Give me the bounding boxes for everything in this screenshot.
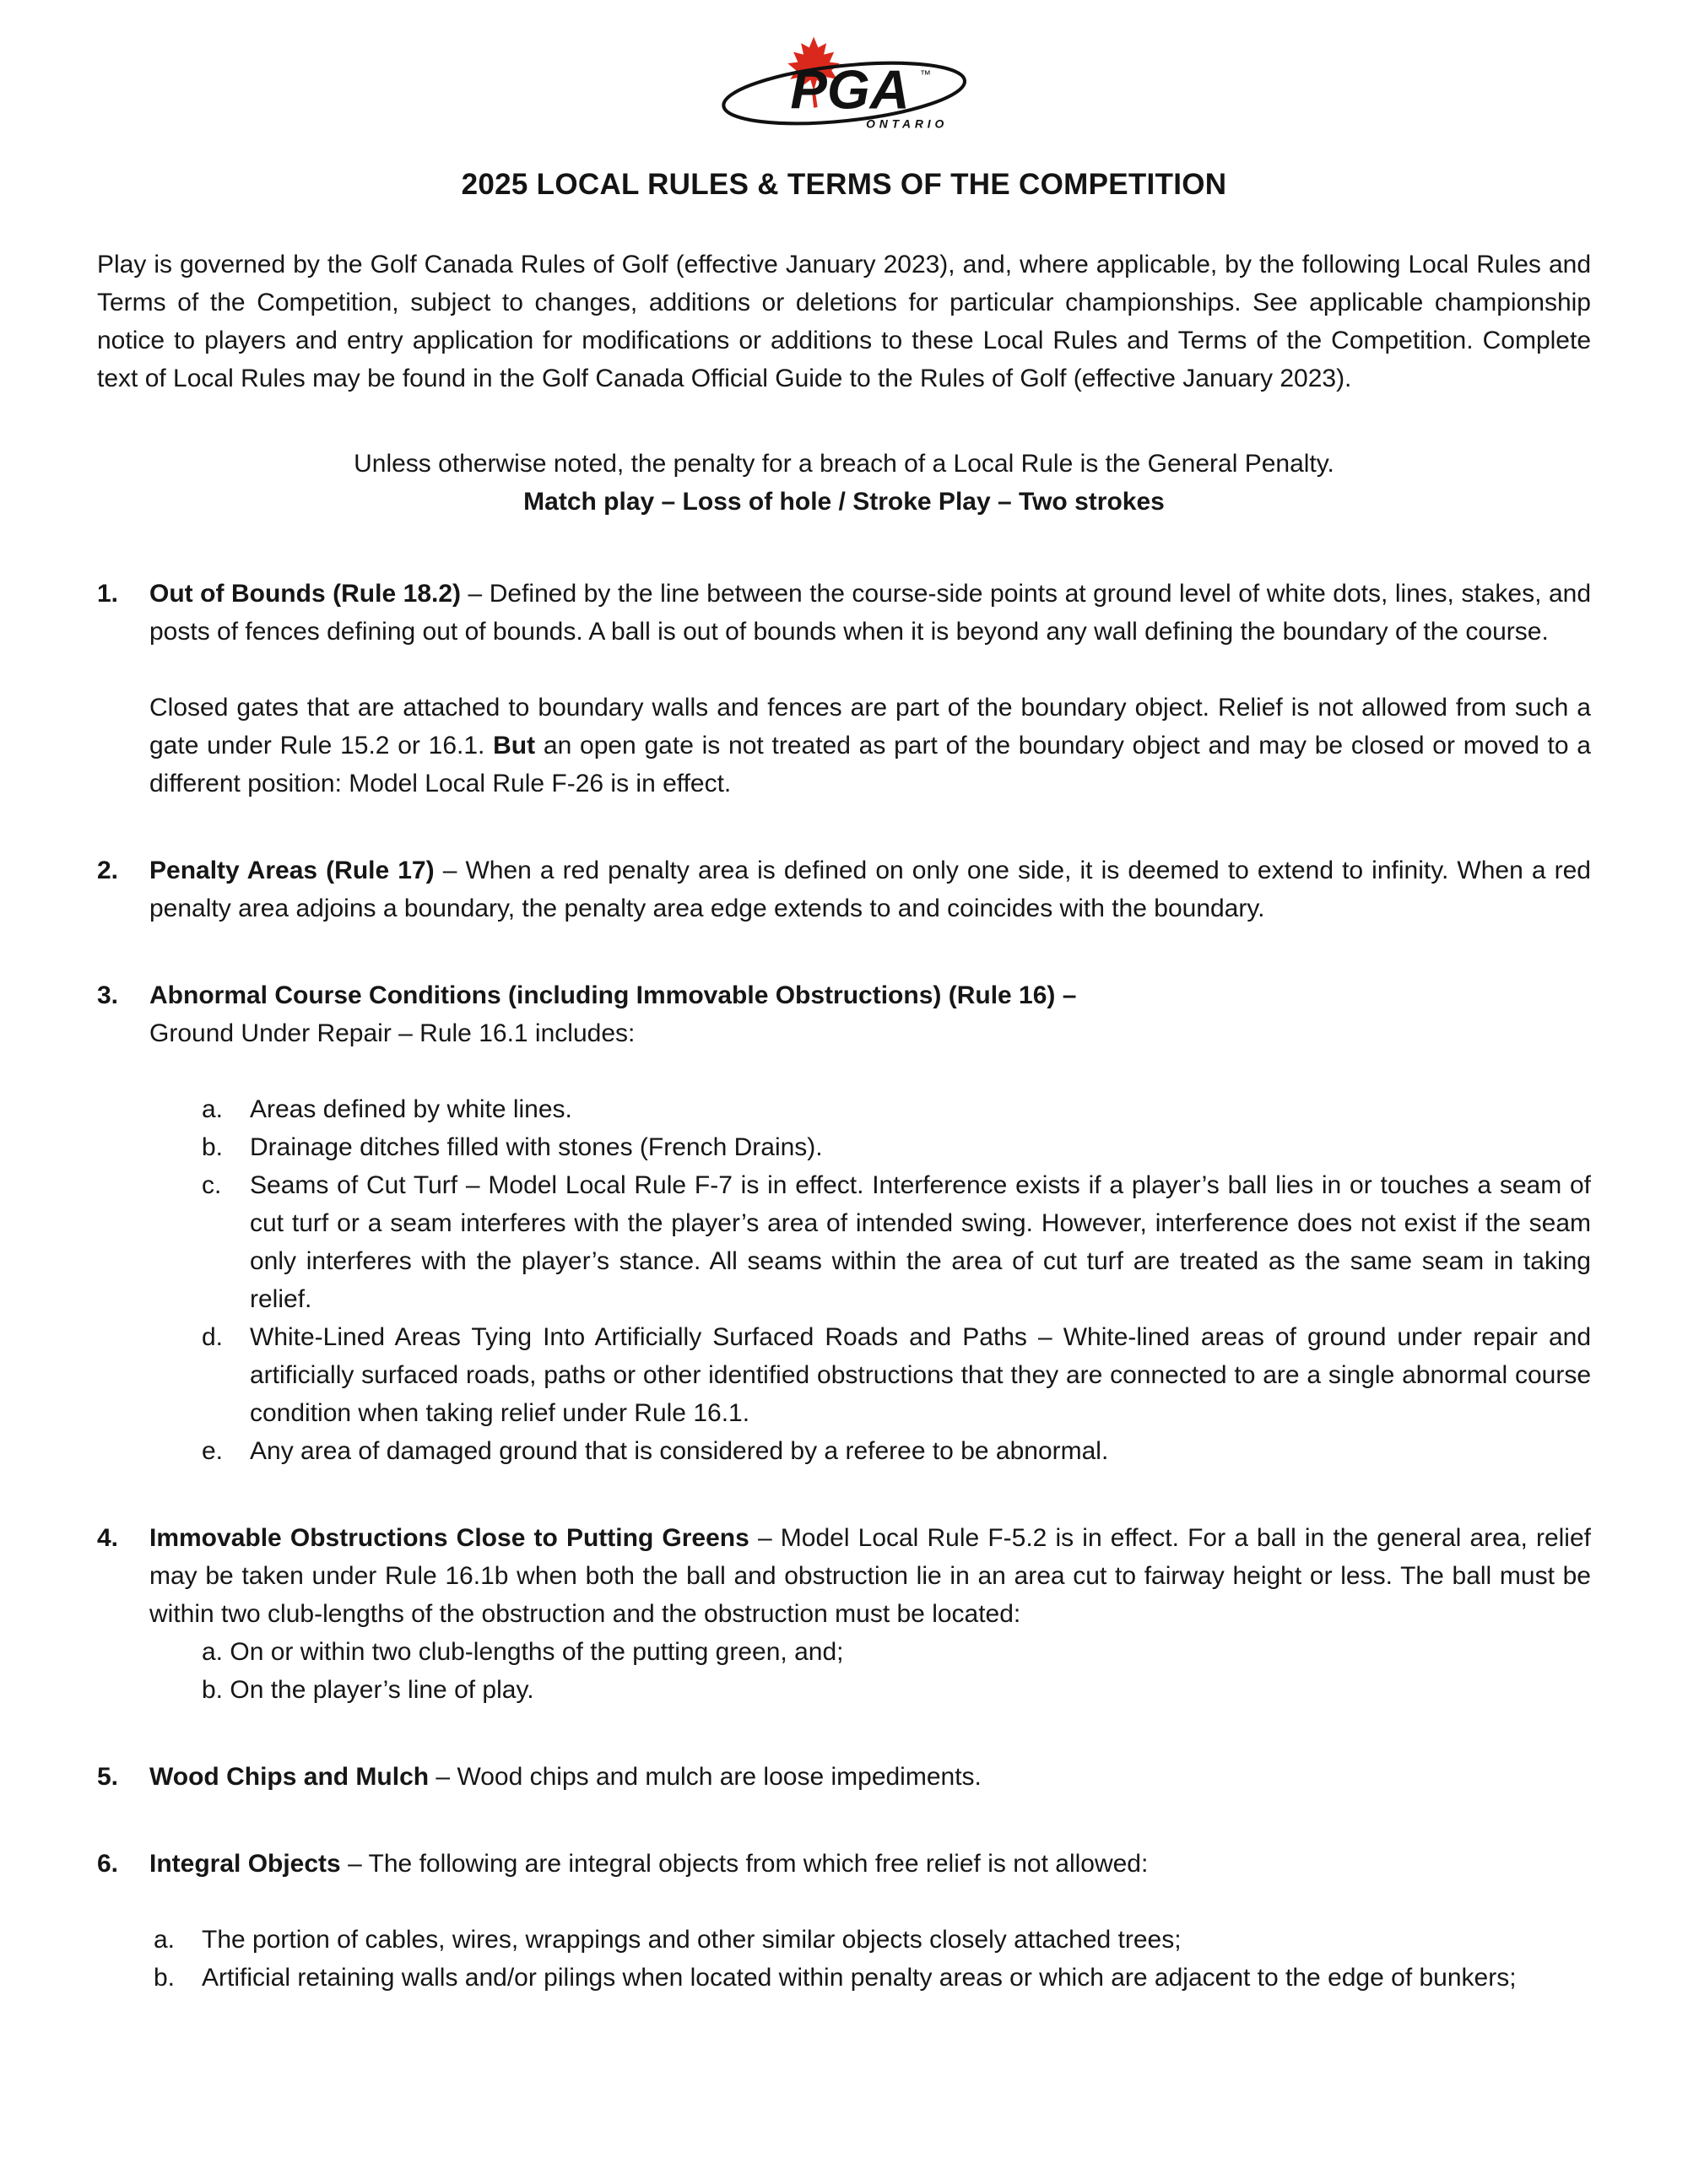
sub-item-letter: a. xyxy=(154,1926,176,1954)
text-segment: – When a red penalty area is defined on only one side, it is deemed to extend to infinity. When a red penalty area adjoins a boundary, the penalty area edge extends to and coincides with the boundary. xyxy=(149,857,1591,922)
text-segment-bold: Integral Objects xyxy=(149,1850,341,1878)
paragraph xyxy=(149,976,1591,1014)
rule-number: 3. xyxy=(97,981,119,1009)
rule-item xyxy=(97,575,1591,803)
sub-item xyxy=(154,1921,1591,1959)
sub-item-text xyxy=(202,1921,1591,1959)
rule-body xyxy=(149,976,1591,1470)
sub-list xyxy=(154,1921,1591,1997)
rules-list xyxy=(97,575,1591,1997)
sub-item xyxy=(202,1432,1591,1470)
rule-number: 1. xyxy=(97,580,119,608)
paragraph xyxy=(149,1845,1591,1883)
sub-list xyxy=(202,1090,1591,1470)
text-segment: – Defined by the line between the course-side points at ground level of white dots, lines, stakes, and posts of fences defining out of bounds. A ball is out of bounds when it is beyond any wall defining the boundary of the course. xyxy=(149,580,1591,646)
logo-container xyxy=(97,35,1591,144)
rule-number: 4. xyxy=(97,1524,119,1552)
rule-number: 2. xyxy=(97,857,119,884)
sub-item-letter: c. xyxy=(202,1171,222,1199)
text-segment: Any area of damaged ground that is considered by a referee to be abnormal. xyxy=(250,1437,1109,1465)
sub-item-text xyxy=(250,1318,1591,1432)
sub-item-text xyxy=(250,1166,1591,1318)
sub-item-text xyxy=(250,1090,1591,1128)
text-segment: White-Lined Areas Tying Into Artificially Surfaced Roads and Paths – White-lined areas of ground under repair and artificially surfaced roads, paths or other identified obstructions that they are connected to are a single abnormal course condition when taking relief under Rule 16.1. xyxy=(250,1323,1591,1427)
text-segment: b. On the player’s line of play. xyxy=(202,1676,534,1704)
text-segment: Drainage ditches filled with stones (French Drains). xyxy=(250,1133,823,1161)
rule-item xyxy=(97,851,1591,927)
rule-number: 5. xyxy=(97,1763,119,1791)
text-segment: Ground Under Repair – Rule 16.1 includes: xyxy=(149,1019,636,1047)
text-segment: The portion of cables, wires, wrappings and other similar objects closely attached trees; xyxy=(202,1926,1182,1954)
rule-body xyxy=(149,851,1591,927)
text-segment: Seams of Cut Turf – Model Local Rule F-7 is in effect. Interference exists if a player’s ball lies in or touches a seam of cut turf or a seam interferes with the player’s area of intended swing. However, interference does not exist if the seam only interferes with the player’s stance. All seams within the area of cut turf are treated as the same seam in taking relief. xyxy=(250,1171,1591,1313)
logo-text: PGA xyxy=(790,58,910,121)
rule-body xyxy=(149,1845,1591,1997)
text-segment-bold: Immovable Obstructions Close to Putting Greens xyxy=(149,1524,749,1552)
text-segment: Areas defined by white lines. xyxy=(250,1095,572,1123)
sub-item-letter: b. xyxy=(202,1133,224,1161)
sub-item xyxy=(202,1633,1591,1671)
text-segment: – Model Local Rule F-5.2 is in effect. For a ball in the general area, relief may be taken under Rule 16.1b when both the ball and obstruction lie in an area cut to fairway height or less. The ball must be within two club-lengths of the obstruction and the obstruction must be located: xyxy=(149,1524,1591,1628)
sub-item-letter: a. xyxy=(202,1095,224,1123)
paragraph xyxy=(149,689,1591,803)
paragraph xyxy=(149,1014,1591,1052)
sub-item-text xyxy=(250,1128,1591,1166)
sub-item-text xyxy=(250,1432,1591,1470)
rule-item xyxy=(97,1758,1591,1796)
text-segment-bold: Wood Chips and Mulch xyxy=(149,1763,430,1791)
sub-list xyxy=(202,1633,1591,1709)
rule-item xyxy=(97,1845,1591,1997)
rule-item xyxy=(97,1519,1591,1709)
sub-item-letter: b. xyxy=(154,1964,176,1992)
sub-item-text xyxy=(202,1959,1591,1997)
rule-body xyxy=(149,1519,1591,1709)
document-title: 2025 LOCAL RULES & TERMS OF THE COMPETITION xyxy=(461,168,1227,201)
rule-body xyxy=(149,1758,1591,1796)
sub-item xyxy=(154,1959,1591,1997)
paragraph xyxy=(149,575,1591,651)
sub-item xyxy=(202,1671,1591,1709)
sub-item xyxy=(202,1166,1591,1318)
logo-region-text: ONTARIO xyxy=(866,116,949,131)
pga-ontario-logo xyxy=(713,35,975,140)
text-segment: – Wood chips and mulch are loose impediments. xyxy=(429,1763,982,1791)
rule-body xyxy=(149,575,1591,803)
text-segment-bold: Out of Bounds (Rule 18.2) xyxy=(149,580,462,608)
paragraph xyxy=(149,1758,1591,1796)
sub-item-letter: d. xyxy=(202,1323,224,1351)
text-segment: Artificial retaining walls and/or pilings when located within penalty areas or which are adjacent to the edge of bunkers; xyxy=(202,1964,1517,1992)
rule-number: 6. xyxy=(97,1850,119,1878)
penalty-note xyxy=(97,445,1591,521)
sub-item xyxy=(202,1318,1591,1432)
text-segment: Closed gates that are attached to boundary walls and fences are part of the boundary object. Relief is not allowed from such a gate under Rule 15.2 or 16.1. xyxy=(149,694,1591,760)
paragraph xyxy=(149,851,1591,927)
text-segment: a. On or within two club-lengths of the putting green, and; xyxy=(202,1638,844,1666)
text-segment: – The following are integral objects from which free relief is not allowed: xyxy=(340,1850,1149,1878)
text-segment-bold: Penalty Areas (Rule 17) xyxy=(149,857,435,884)
paragraph xyxy=(149,1519,1591,1633)
penalty-note-line1: Unless otherwise noted, the penalty for a breach of a Local Rule is the General Penalty. xyxy=(354,450,1334,478)
penalty-note-line2: Match play – Loss of hole / Stroke Play – Two strokes xyxy=(523,488,1165,516)
logo-trademark: ™ xyxy=(919,68,931,81)
sub-item xyxy=(202,1090,1591,1128)
rule-item xyxy=(97,976,1591,1470)
sub-item-letter: e. xyxy=(202,1437,224,1465)
sub-item xyxy=(202,1128,1591,1166)
text-segment-bold: Abnormal Course Conditions (including Immovable Obstructions) (Rule 16) – xyxy=(149,981,1077,1009)
text-segment-bold: But xyxy=(493,732,536,760)
intro-paragraph: Play is governed by the Golf Canada Rules of Golf (effective January 2023), and, where applicable, by the following Local Rules and Terms of the Competition, subject to changes, additions or deletions for particular championships. See applicable championship notice to players and entry application for modifications or additions to these Local Rules and Terms of the Competition. Complete text of Local Rules may be found in the Golf Canada Official Guide to the Rules of Golf (effective January 2023). xyxy=(97,251,1591,392)
text-segment: an open gate is not treated as part of the boundary object and may be closed or moved to a different position: Model Local Rule F-26 is in effect. xyxy=(149,732,1591,797)
